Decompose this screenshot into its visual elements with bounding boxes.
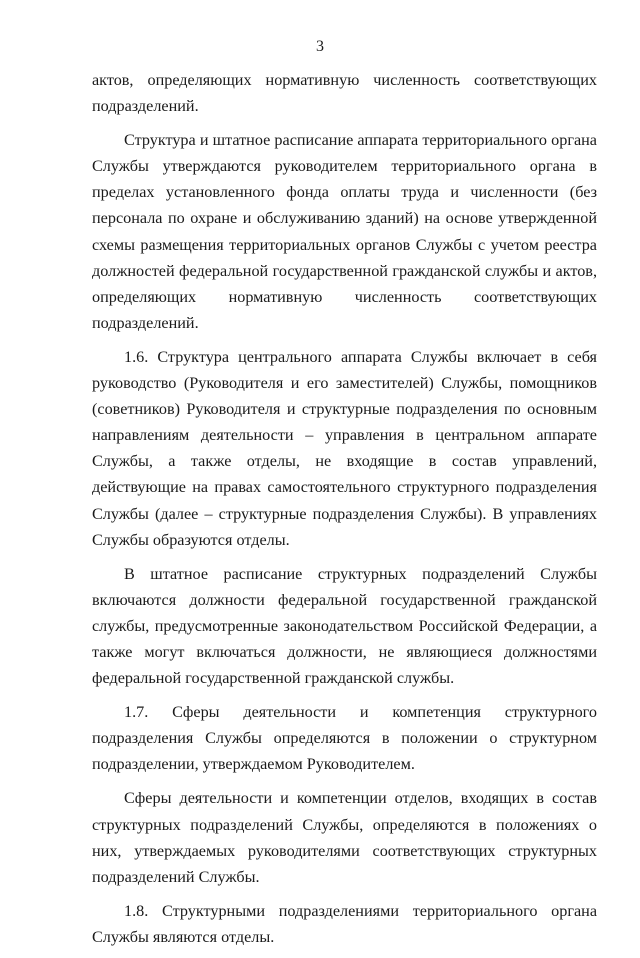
paragraph-staff-schedule: В штатное расписание структурных подразделений Службы включаются должности федеральной государственной гражданской службы, предусмотренные законодательством Российской Федерации, а также могут включаться должности, не являющиеся должностями федеральной государственной гражданской службы. — [92, 564, 597, 688]
page-number: 3 — [316, 38, 324, 55]
paragraph-1-6: 1.6. Структура центрального аппарата Службы включает в себя руководство (Руководителя и его заместителей) Службы, помощников (советников) Руководителя и структурные подразделения по основным направлениям деятельности – управления в центральном аппарате Службы, а также отделы, не входящие в состав управлений, действующие на правах самостоятельного структурного подразделения Службы (далее – структурные подразделения Службы). В управлениях Службы образуются отделы. — [92, 347, 597, 549]
document-body — [92, 67, 597, 958]
paragraph-1-7: 1.7. Сферы деятельности и компетенция структурного подразделения Службы определяются в положении о структурном подразделении, утверждаемом Руководителем. — [92, 703, 597, 774]
paragraph-continuation: актов, определяющих нормативную численность соответствующих подразделений. — [92, 71, 597, 116]
paragraph-territorial-structure: Структура и штатное расписание аппарата территориального органа Службы утверждаются руководителем территориального органа в пределах установленного фонда оплаты труда и численности (без персонала по охране и обслуживанию зданий) на основе утвержденной схемы размещения территориальных органов Службы с учетом реестра должностей федеральной государственной гражданской службы и актов, определяющих нормативную численность соответствующих подразделений. — [92, 131, 597, 332]
paragraph-department-spheres: Сферы деятельности и компетенции отделов, входящих в состав структурных подразделений Службы, определяются в положениях о них, утверждаемых руководителями соответствующих структурных подразделений Службы. — [92, 789, 597, 886]
paragraph-1-8: 1.8. Структурными подразделениями территориального органа Службы являются отделы. — [92, 901, 597, 946]
